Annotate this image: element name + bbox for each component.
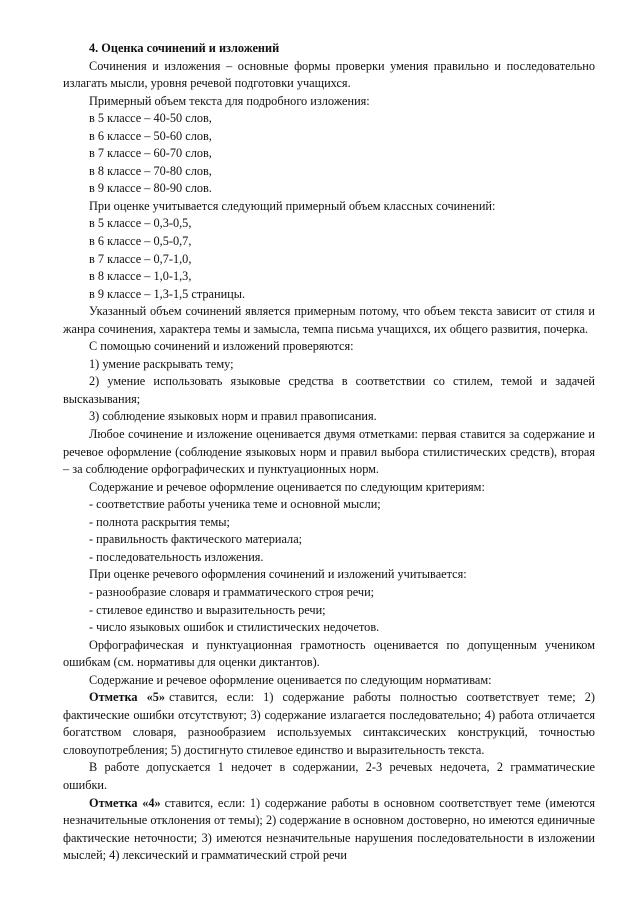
criteria-item-1: - соответствие работы ученика теме и основной мысли;: [89, 497, 381, 512]
criteria-intro: Содержание и речевое оформление оценивается по следующим критериям:: [89, 479, 485, 494]
section-heading: 4. Оценка сочинений и изложений: [89, 41, 280, 55]
speech-item-2: - стилевое единство и выразительность речи;: [89, 602, 326, 617]
mark-5-allowed-paragraph: В работе допускается 1 недочет в содержании, 2-3 речевых недочета, 2 грамматические ошибки.: [63, 760, 595, 792]
speech-intro: При оценке речевого оформления сочинений и изложений учитывается:: [89, 567, 467, 582]
intro-paragraph: Сочинения и изложения – основные формы проверки умения правильно и последовательно излагать мысли, уровня речевой подготовки учащихся.: [63, 58, 595, 91]
retelling-volume-grade-7: в 7 классе – 60-70 слов,: [89, 146, 212, 161]
check-item-2: 2) умение использовать языковые средства в соответствии со стилем, темой и задачей высказывания;: [63, 374, 595, 406]
check-item-1: 1) умение раскрывать тему;: [89, 356, 234, 371]
retelling-volume-grade-8: в 8 классе – 70-80 слов,: [89, 163, 212, 178]
speech-item-3: - число языковых ошибок и стилистических недочетов.: [89, 620, 380, 635]
mark-4-text: ставится, если: 1) содержание работы в основном соответствует теме (имеются незначительные отклонения от темы); 2) содержание в основном достоверно, но имеются единичные фактические неточности; 3) имеются незначительные нарушения последовательности в изложении мыслей; 4) лексический и грамматический строй речи: [63, 795, 595, 863]
retelling-volume-grade-6: в 6 классе – 50-60 слов,: [89, 128, 212, 143]
volume-note-paragraph: Указанный объем сочинений является примерным потому, что объем текста зависит от стиля и жанра сочинения, характера темы и замысла, темпа письма учащихся, их общего развития, почерка.: [63, 304, 595, 336]
mark-5-paragraph: [63, 689, 595, 759]
speech-item-1: - разнообразие словаря и грамматического строя речи;: [89, 584, 375, 599]
literacy-paragraph: Орфографическая и пунктуационная грамотность оценивается по допущенным учеником ошибкам (см. нормативы для оценки диктантов).: [63, 637, 595, 670]
retelling-volume-grade-5: в 5 классе – 40-50 слов,: [89, 111, 212, 126]
mark-5-label: Отметка «5»: [89, 690, 166, 705]
retelling-volume-intro: Примерный объем текста для подробного изложения:: [89, 93, 370, 108]
criteria-item-2: - полнота раскрытия темы;: [89, 514, 230, 529]
essay-volume-grade-9: в 9 классе – 1,3-1,5 страницы.: [89, 286, 246, 301]
essay-volume-grade-7: в 7 классе – 0,7-1,0,: [89, 251, 192, 266]
retelling-volume-grade-9: в 9 классе – 80-90 слов.: [89, 181, 212, 196]
essay-volume-grade-6: в 6 классе – 0,5-0,7,: [89, 234, 192, 249]
checks-intro: С помощью сочинений и изложений проверяются:: [89, 339, 354, 354]
mark-4-label: Отметка «4»: [89, 795, 161, 810]
criteria-item-4: - последовательность изложения.: [89, 549, 264, 564]
essay-volume-grade-5: в 5 классе – 0,3-0,5,: [89, 216, 192, 231]
mark-4-paragraph: [63, 795, 595, 865]
criteria-item-3: - правильность фактического материала;: [89, 532, 303, 547]
essay-volume-grade-8: в 8 классе – 1,0-1,3,: [89, 269, 192, 284]
document-body: [63, 40, 595, 865]
essay-volume-intro: При оценке учитывается следующий примерный объем классных сочинений:: [89, 198, 496, 213]
check-item-3: 3) соблюдение языковых норм и правил правописания.: [89, 409, 377, 424]
mark-5-text: ставится, если: 1) содержание работы полностью соответствует теме; 2) фактические ошибки отсутствуют; 3) содержание излагается последовательно; 4) работа отличается богатством словаря, разнообразием используемых синтаксических конструкций, точностью словоупотребления; 5) достигнуто стилевое единство и выразительность текста.: [63, 690, 595, 757]
two-marks-paragraph: Любое сочинение и изложение оценивается двумя отметками: первая ставится за содержание и речевое оформление (соблюдение языковых норм и правил выбора стилистических средств), вторая – за соблюдение орфографических и пунктуационных норм.: [63, 427, 595, 477]
norms-intro: Содержание и речевое оформление оценивается по следующим нормативам:: [89, 672, 492, 687]
